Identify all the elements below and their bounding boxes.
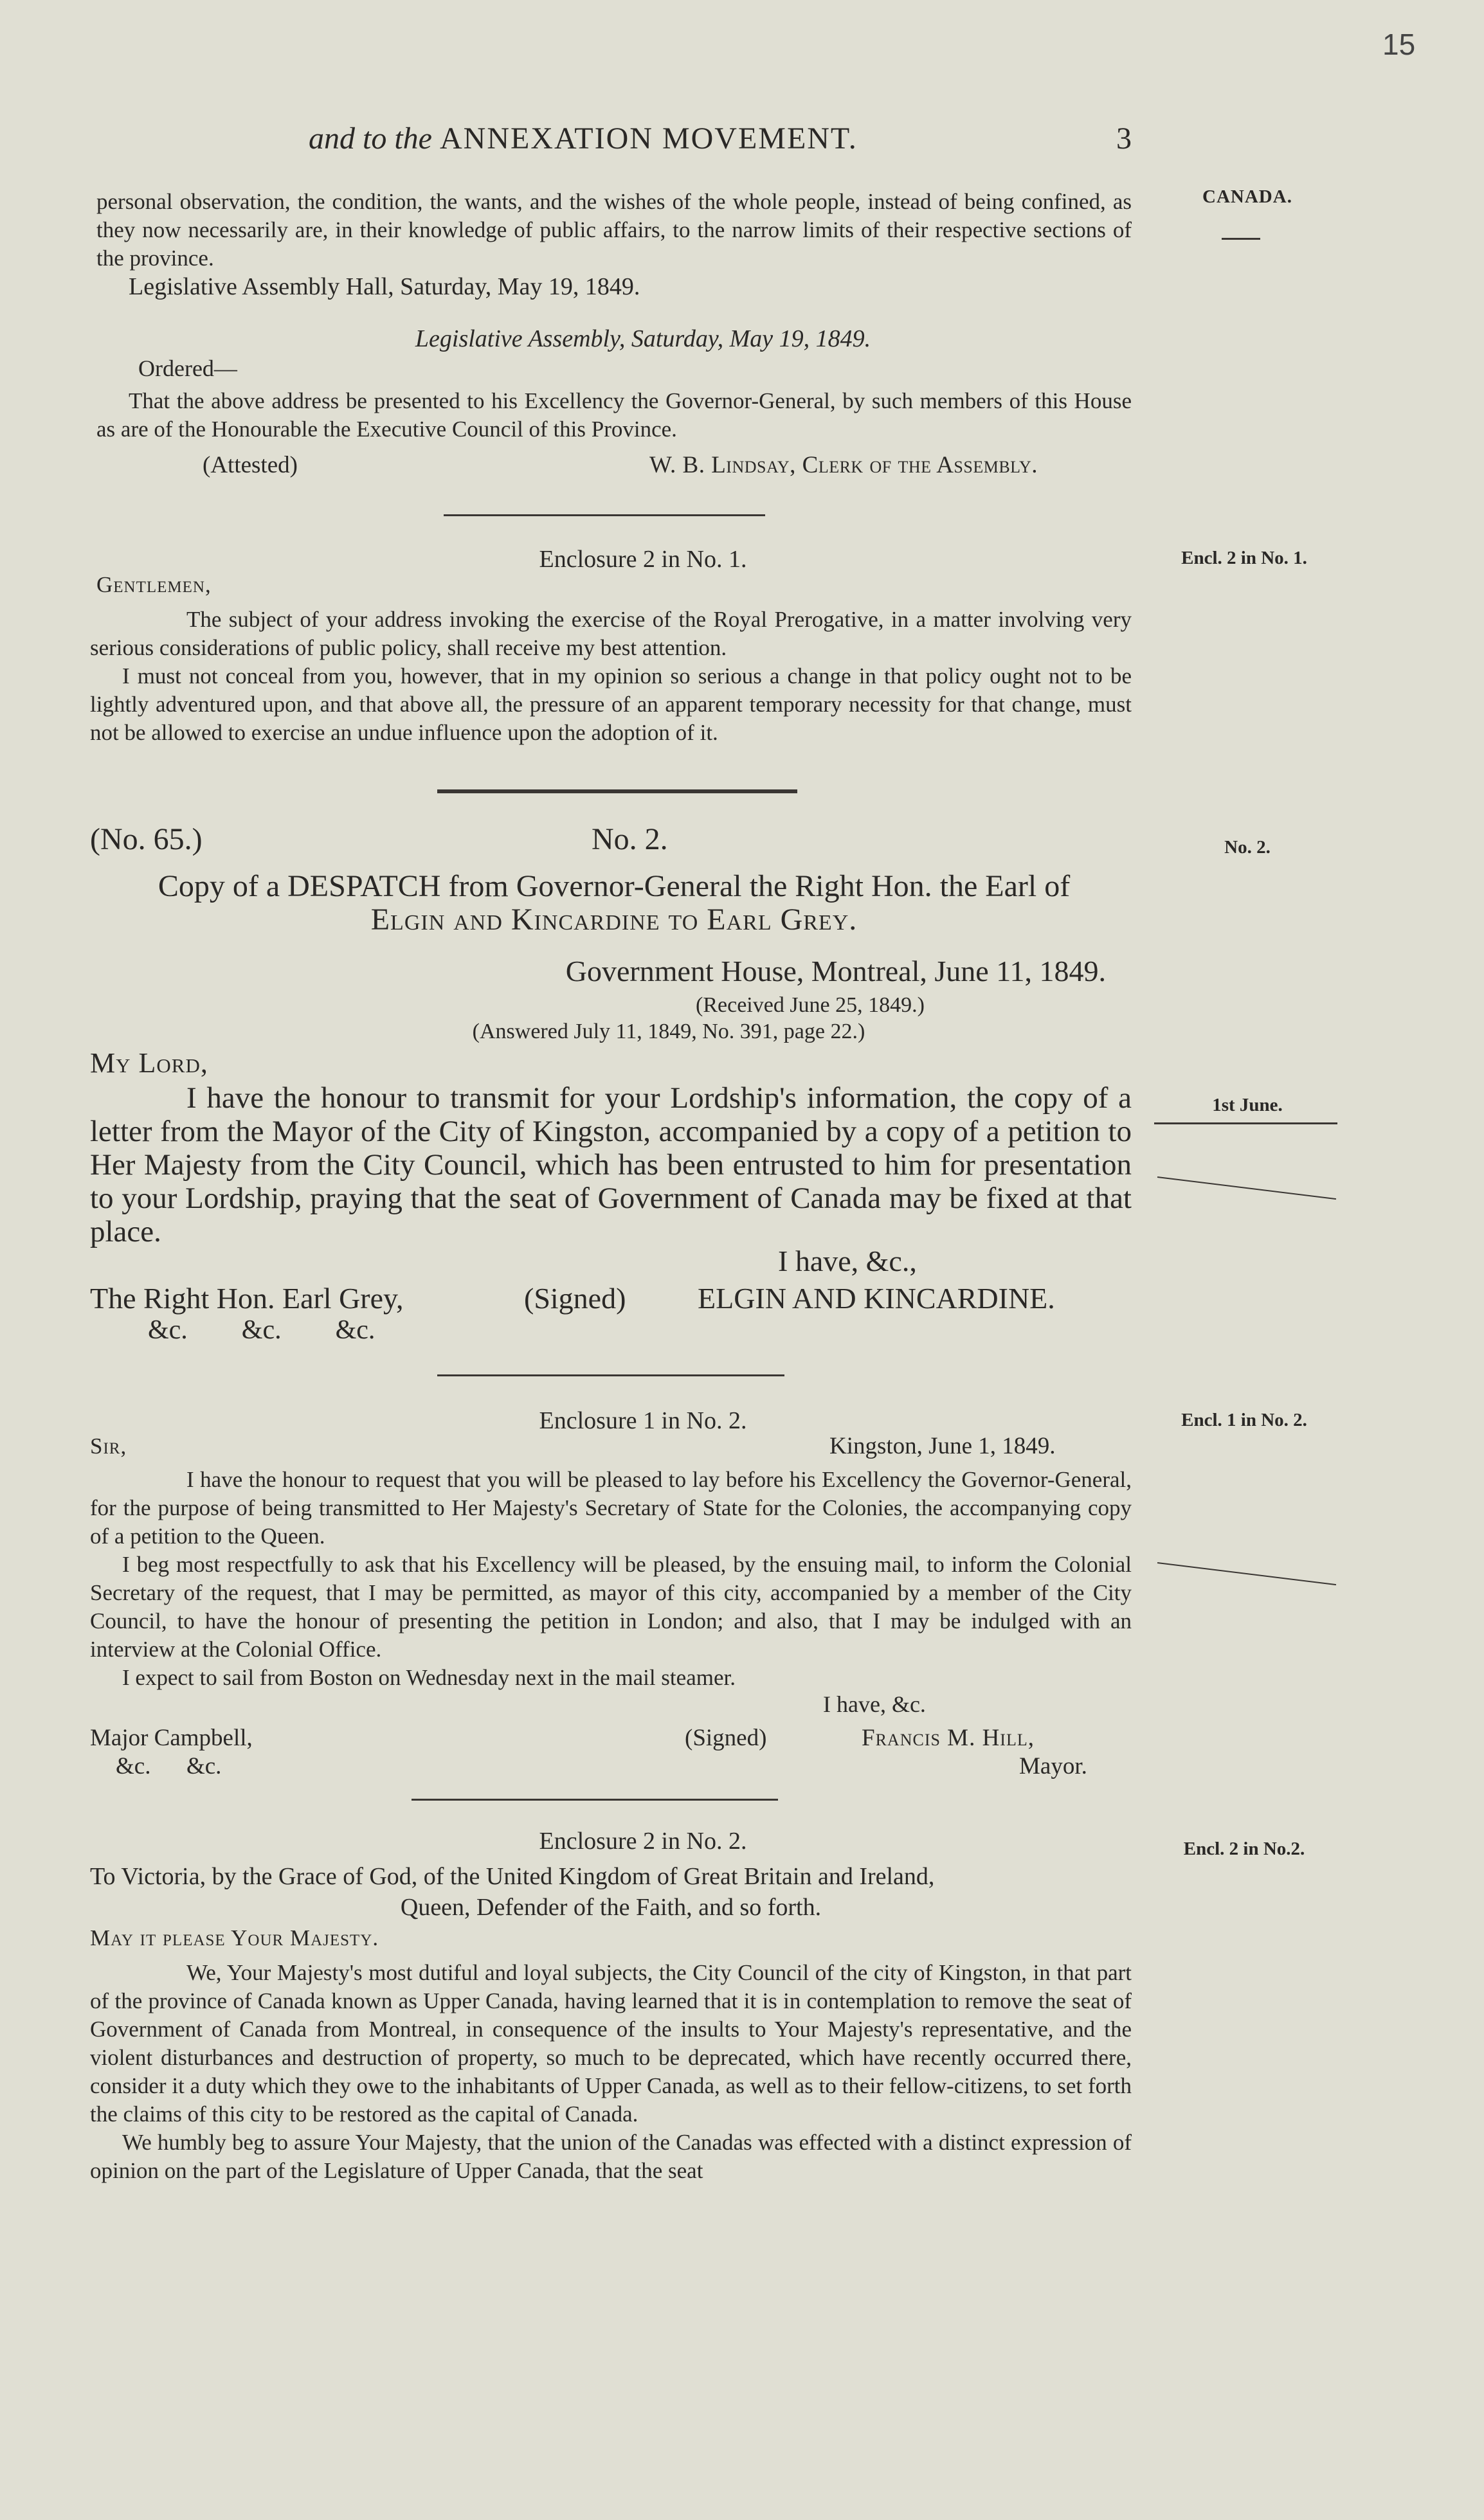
encl2-no2-p1: We, Your Majesty's most dutiful and loyal subjects, the City Council of the city of Kingston, in that part of the province of Canada known as Upper Canada, having learned that it is in contemplation to remove the seat of Government of Canada from Montreal, in consequence of the insults to Your Majesty's representative, and the violent disturbances and destruction of property, so much to be deprecated, which have recently occurred there, consider it a duty which they owe to the inhabitants of Upper Canada, as well as to their fellow-citizens, to set forth the claims of this city to be restored as the capital of Canada. xyxy=(90,1960,1132,2127)
margin-leader-line xyxy=(1157,1176,1336,1200)
encl2-no1-salutation: Gentlemen, xyxy=(96,572,212,597)
encl2-no2-body xyxy=(90,1959,1132,2185)
encl1-no2-p2: I beg most respectfully to ask that his Excellency will be pleased, by the ensuing mail, to inform the Colonial Secretary of the request, that I may be permitted, as mayor of this city, accompanied by a member of the City Council, to have the honour of presenting the petition in London; and also, that I may be indulged with an interview at the Colonial Office. xyxy=(90,1552,1132,1662)
margin-no2: No. 2. xyxy=(1224,837,1271,858)
margin-encl2-no1: Encl. 2 in No. 1. xyxy=(1181,548,1307,568)
despatch-body: I have the honour to transmit for your Lordship's information, the copy of a letter from the Mayor of the City of Kingston, accompanied by a copy of a petition to Her Majesty from the City Council, which has been entrusted to him for presentation to your Lordship, praying that the seat of Government of Canada may be fixed at that place. xyxy=(90,1081,1132,1248)
despatch-ref: (No. 65.) xyxy=(90,822,203,856)
margin-encl1-no2: Encl. 1 in No. 2. xyxy=(1181,1410,1307,1430)
margin-canada: CANADA. xyxy=(1202,186,1292,207)
encl1-no2-body xyxy=(90,1466,1132,1692)
despatch-title xyxy=(96,870,1132,937)
encl2-no2-address xyxy=(90,1861,1132,1923)
encl2-no2-address-line1: To Victoria, by the Grace of God, of the United Kingdom of Great Britain and Ireland, xyxy=(90,1863,935,1890)
margin-canada-rule xyxy=(1222,238,1260,240)
address-ordered: Ordered— xyxy=(138,356,237,381)
encl1-no2-closing: I have, &c. xyxy=(823,1691,926,1717)
encl1-no2-salutation: Sir, xyxy=(90,1434,127,1459)
address-attested: (Attested) xyxy=(203,452,298,478)
address-dateline: Legislative Assembly, Saturday, May 19, 1849. xyxy=(415,325,871,352)
encl2-no2-salutation: May it please Your Majesty. xyxy=(90,1925,379,1950)
margin-1st-june: 1st June. xyxy=(1212,1095,1283,1115)
encl1-no2-addressee: Major Campbell, xyxy=(90,1725,253,1751)
address-signed-by: W. B. Lindsay, Clerk of the Assembly. xyxy=(649,452,1038,478)
encl2-no1-p1: The subject of your address invoking the exercise of the Royal Prerogative, in a matter involving very serious considerations of public policy, shall receive my best attention. xyxy=(90,607,1132,660)
despatch-signed: (Signed) xyxy=(524,1282,626,1315)
divider-2 xyxy=(437,789,797,793)
running-head-number: 3 xyxy=(1116,122,1132,156)
despatch-answered: (Answered July 11, 1849, No. 391, page 22.) xyxy=(472,1020,865,1043)
encl1-no2-title: Mayor. xyxy=(1019,1753,1087,1779)
address-place: Legislative Assembly Hall, Saturday, May 19, 1849. xyxy=(129,273,640,300)
margin-encl2-no2: Encl. 2 in No.2. xyxy=(1183,1839,1305,1859)
divider-1 xyxy=(444,514,765,516)
margin-leader-line-2 xyxy=(1157,1562,1336,1585)
despatch-title-line1: Copy of a DESPATCH from Governor-General the Right Hon. the Earl of xyxy=(158,869,1071,903)
margin-1st-june-rule xyxy=(1154,1122,1337,1124)
despatch-signature: ELGIN AND KINCARDINE. xyxy=(698,1282,1055,1315)
encl1-no2-etc: &c. &c. xyxy=(116,1753,222,1779)
encl2-no2-p2: We humbly beg to assure Your Majesty, that the union of the Canadas was effected with a distinct expression of opinion on the part of the Legislature of Upper Canada, that the seat xyxy=(90,2130,1132,2183)
despatch-place-date: Government House, Montreal, June 11, 1849. xyxy=(565,955,1106,987)
encl1-no2-signature: Francis M. Hill, xyxy=(862,1725,1035,1751)
running-head-italic: and to the xyxy=(309,122,432,156)
encl2-no2-heading: Enclosure 2 in No. 2. xyxy=(539,1828,747,1855)
divider-3 xyxy=(437,1374,784,1376)
running-head-title: ANNEXATION MOVEMENT. xyxy=(439,122,858,156)
despatch-addressee: The Right Hon. Earl Grey, xyxy=(90,1282,404,1315)
encl1-no2-place-date: Kingston, June 1, 1849. xyxy=(829,1433,1056,1459)
despatch-number: No. 2. xyxy=(592,822,668,856)
address-paragraph: personal observation, the condition, the wants, and the wishes of the whole people, instead of being confined, as they now necessarily are, in their knowledge of public affairs, to the narrow limits of their respective sections of the province. xyxy=(96,189,1132,271)
despatch-received: (Received June 25, 1849.) xyxy=(696,993,925,1017)
encl2-no2-address-line2: Queen, Defender of the Faith, and so forth. xyxy=(400,1894,822,1921)
divider-4 xyxy=(412,1799,778,1801)
encl1-no2-signed: (Signed) xyxy=(685,1725,767,1751)
encl2-no1-heading: Enclosure 2 in No. 1. xyxy=(539,546,747,573)
despatch-title-line2: Elgin and Kincardine to Earl Grey. xyxy=(370,903,858,937)
address-order-text: That the above address be presented to his Excellency the Governor-General, by such members of this House as are of the Honourable the Executive Council of this Province. xyxy=(96,388,1132,442)
despatch-etc: &c. &c. &c. xyxy=(148,1315,376,1345)
despatch-closing: I have, &c., xyxy=(778,1245,917,1277)
encl2-no1-p2: I must not conceal from you, however, that in my opinion so serious a change in that policy ought not to be lightly adventured upon, and that above all, the pressure of an apparent temporary necessity for that change, must not be allowed to exercise an undue influence upon the adoption of it. xyxy=(90,663,1132,745)
encl1-no2-p3: I expect to sail from Boston on Wednesday next in the mail steamer. xyxy=(122,1665,736,1690)
encl1-no2-p1: I have the honour to request that you will be pleased to lay before his Excellency the Governor-General, for the purpose of being transmitted to Her Majesty's Secretary of State for the Colonies, the accompanying copy of a petition to the Queen. xyxy=(90,1467,1132,1549)
address-section xyxy=(96,188,1132,301)
page-number: 15 xyxy=(1382,28,1416,61)
running-head xyxy=(309,121,1132,157)
encl1-no2-heading: Enclosure 1 in No. 2. xyxy=(539,1407,747,1434)
despatch-salutation: My Lord, xyxy=(90,1047,208,1079)
encl2-no1-body xyxy=(90,606,1132,747)
